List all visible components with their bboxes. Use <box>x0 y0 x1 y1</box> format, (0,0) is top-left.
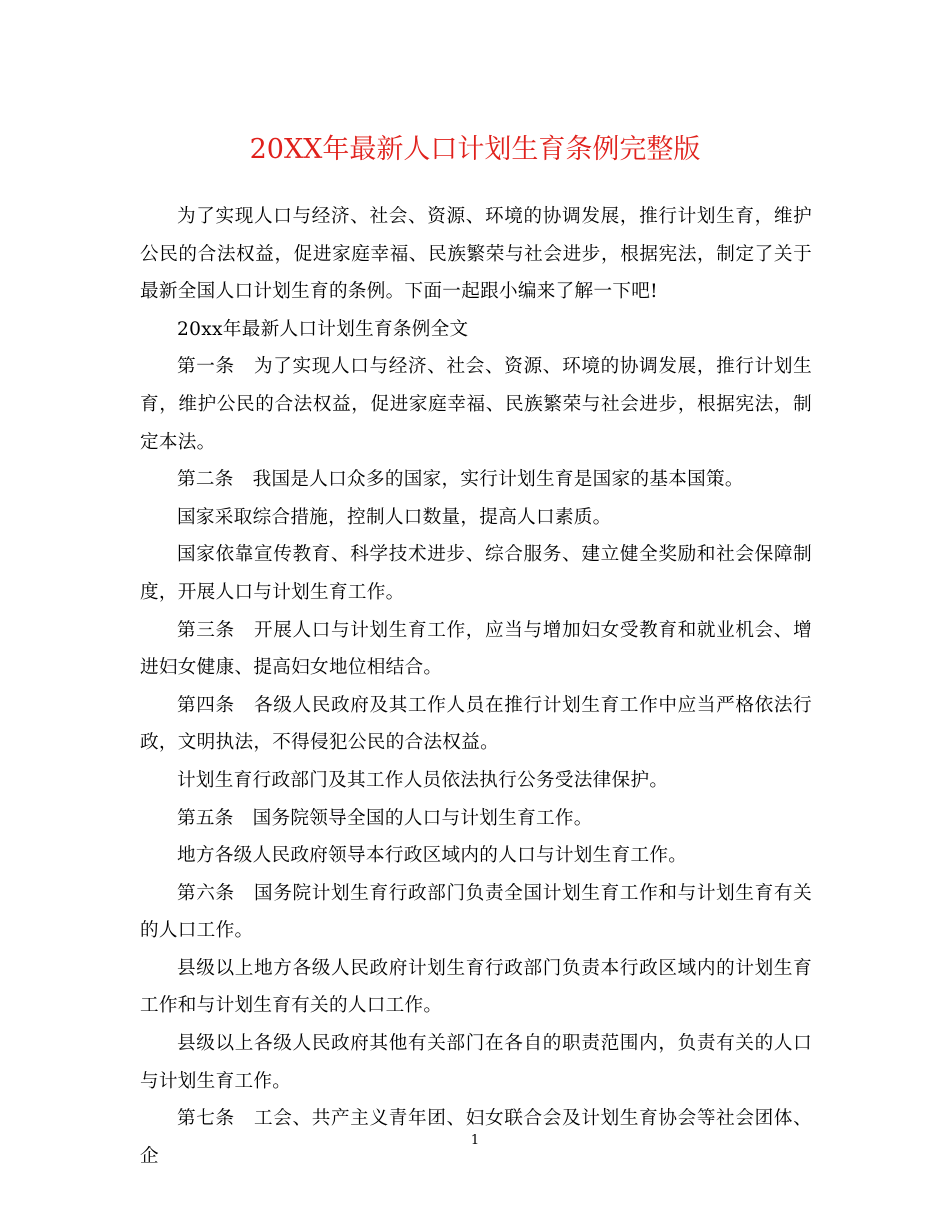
paragraph: 国家依靠宣传教育、科学技术进步、综合服务、建立健全奖励和社会保障制度，开展人口与计划生育工作。 <box>140 544 812 603</box>
paragraph: 县级以上地方各级人民政府计划生育行政部门负责本行政区域内的计划生育工作和与计划生育有关的人口工作。 <box>140 957 812 1017</box>
paragraph: 地方各级人民政府领导本行政区域内的人口与计划生育工作。 <box>177 845 688 867</box>
paragraph: 国家采取综合措施，控制人口数量，提高人口素质。 <box>177 506 612 528</box>
paragraph: 第三条 开展人口与计划生育工作，应当与增加妇女受教育和就业机会、增进妇女健康、提高妇女地位相结合。 <box>140 619 812 679</box>
document-title: 20XX年最新人口计划生育条例完整版 <box>249 134 701 165</box>
paragraph: 第二条 我国是人口众多的国家，实行计划生育是国家的基本国策。 <box>177 469 744 491</box>
paragraph: 第一条 为了实现人口与经济、社会、资源、环境的协调发展，推行计划生育，维护公民的合法权益，促进家庭幸福、民族繁荣与社会进步，根据宪法，制定本法。 <box>140 356 812 453</box>
page-number: 1 <box>470 1133 480 1148</box>
paragraph: 为了实现人口与经济、社会、资源、环境的协调发展，推行计划生育，维护公民的合法权益，促进家庭幸福、民族繁荣与社会进步，根据宪法，制定了关于最新全国人口计划生育的条例。下面一起跟小编来了解一下吧! <box>140 206 812 303</box>
paragraph: 第四条 各级人民政府及其工作人员在推行计划生育工作中应当严格依法行政，文明执法，不得侵犯公民的合法权益。 <box>140 694 812 754</box>
paragraph: 第五条 国务院领导全国的人口与计划生育工作。 <box>177 807 593 829</box>
paragraph: 20xx年最新人口计划生育条例全文 <box>177 318 469 340</box>
document-body <box>140 198 812 1175</box>
paragraph: 第六条 国务院计划生育行政部门负责全国计划生育工作和与计划生育有关的人口工作。 <box>140 882 812 942</box>
paragraph: 县级以上各级人民政府其他有关部门在各自的职责范围内，负责有关的人口与计划生育工作。 <box>140 1033 812 1092</box>
paragraph: 第七条 工会、共产主义青年团、妇女联合会及计划生育协会等社会团体、企 <box>140 1108 812 1167</box>
paragraph: 计划生育行政部门及其工作人员依法执行公务受法律保护。 <box>177 769 669 791</box>
